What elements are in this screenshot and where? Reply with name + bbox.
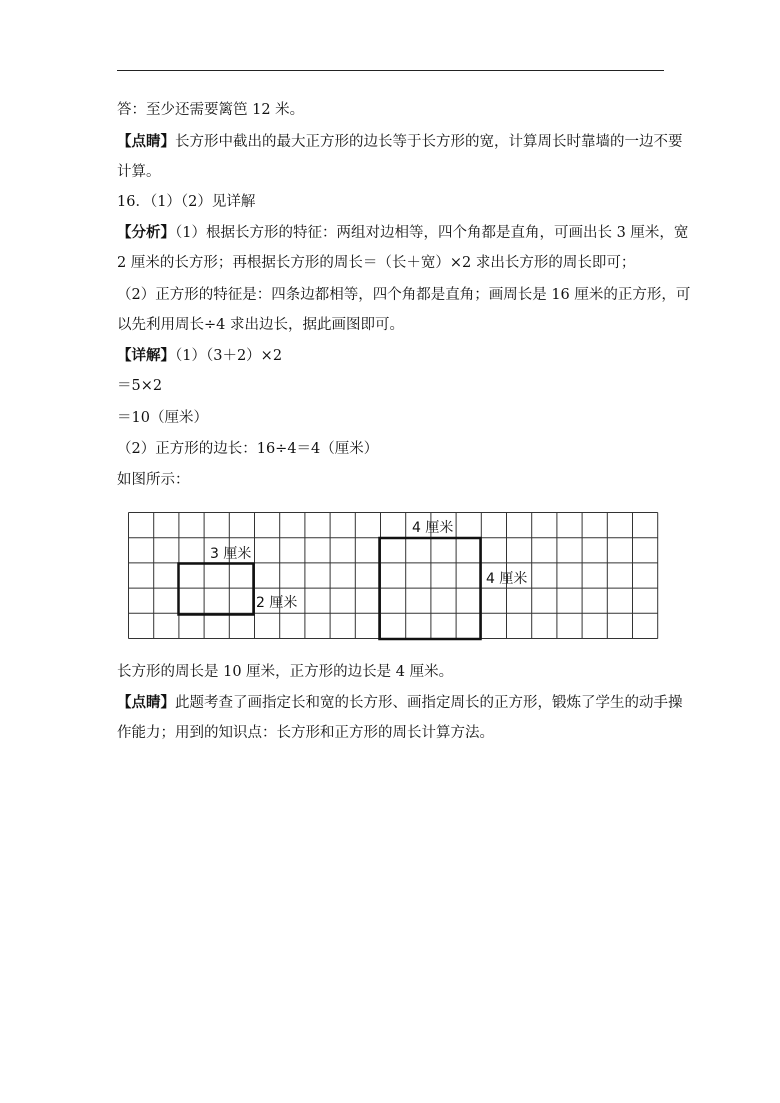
- detail-line2: ＝5×2: [117, 378, 163, 394]
- tip1-label: 【点睛】: [117, 133, 175, 150]
- analysis-line4: 以先利用周长÷4 求出边长，据此画图即可。: [117, 317, 404, 333]
- rect-side-label: 2 厘米: [256, 595, 298, 611]
- detail-line4: （2）正方形的边长：16÷4＝4（厘米）: [117, 441, 379, 457]
- analysis-text1: （1）根据长方形的特征：两组对边相等，四个角都是直角，可画出长 3 厘米，宽: [175, 225, 689, 241]
- tip2-line1: [117, 693, 683, 713]
- tip2-line2: 作能力；用到的知识点：长方形和正方形的周长计算方法。: [117, 725, 494, 741]
- square-top-label: 4 厘米: [412, 520, 454, 536]
- detail-label: 【详解】: [117, 347, 175, 364]
- analysis-label: 【分析】: [117, 224, 175, 241]
- analysis-line3: （2）正方形的特征是：四条边都相等，四个角都是直角；画周长是 16 厘米的正方形，可: [117, 287, 691, 303]
- rect-top-label: 3 厘米: [210, 546, 252, 562]
- rectangle-3x2: [179, 564, 254, 615]
- conclusion-line: 长方形的周长是 10 厘米，正方形的边长是 4 厘米。: [117, 664, 454, 680]
- tip2-text1: 此题考查了画指定长和宽的长方形、画指定周长的正方形，锻炼了学生的动手操: [175, 695, 683, 711]
- detail-line3: ＝10（厘米）: [117, 410, 208, 426]
- grid-lines: [129, 513, 658, 639]
- tip1-line2: 计算。: [117, 164, 161, 180]
- tip2-label: 【点睛】: [117, 694, 175, 711]
- detail-line5: 如图所示：: [117, 472, 190, 488]
- detail-text1: （1）（3＋2）×2: [175, 348, 283, 364]
- tip1-text: 长方形中截出的最大正方形的边长等于长方形的宽，计算周长时靠墙的一边不要: [175, 134, 683, 150]
- q16-header: 16．（1）（2）见详解: [117, 194, 256, 210]
- analysis-line2: 2 厘米的长方形；再根据长方形的周长＝（长＋宽）×2 求出长方形的周长即可；: [117, 255, 636, 271]
- answer-line: 答：至少还需要篱笆 12 米。: [117, 102, 305, 118]
- square-side-label: 4 厘米: [486, 571, 528, 587]
